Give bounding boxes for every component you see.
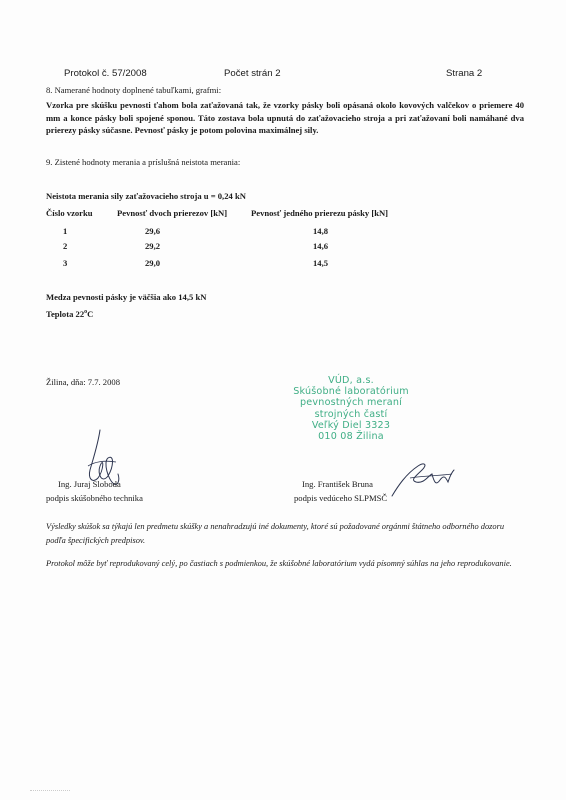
stamp-line: 010 08 Žilina <box>318 431 384 443</box>
uncertainty-line: Neistota merania sily zaťažovacieho stroja u = 0,24 kN <box>46 191 246 201</box>
stamp-line: Veľký Diel 3323 <box>311 419 391 431</box>
right-signer-role: podpis vedúceho SLPMSČ <box>294 493 388 503</box>
reproduction-note: Protokol môže byť reprodukovaný celý, po častiach s podmienkou, že skúšobné laboratórium vydá písomný súhlas na jeho reprodukovanie. <box>46 559 512 568</box>
table-cell-sample: 3 <box>63 258 68 268</box>
bottom-scan-mark <box>30 790 70 791</box>
place-date: Žilina, dňa: 7.7. 2008 <box>46 377 120 387</box>
left-signer-name: Ing. Juraj Sloboda <box>58 479 121 489</box>
table-header-two-sections: Pevnosť dvoch prierezov [kN] <box>117 208 228 218</box>
left-signer-role: podpis skúšobného technika <box>46 493 143 503</box>
right-signature-graphic <box>388 456 458 502</box>
table-header-sample: Číslo vzorku <box>46 208 93 218</box>
table-cell-two-sections: 29,2 <box>145 241 161 251</box>
results-disclaimer: Výsledky skúšok sa týkajú len predmetu skúšky a nenahradzujú iné dokumenty, ktoré sú požadované orgánmi štátneho odborného dozoru podľa špecifických predpisov. <box>46 522 505 545</box>
degree-sign: o <box>84 309 88 316</box>
stamp-line: strojných častí <box>314 408 388 420</box>
laboratory-stamp <box>266 375 436 442</box>
temperature-value: 22 <box>75 309 85 319</box>
page-count: Počet strán 2 <box>224 68 281 79</box>
section-8-paragraph: Vzorka pre skúšku pevnosti ťahom bola zaťažovaná tak, že vzorky pásky boli opásaná okolo kovových valčekov o priemere 40 mm a konce pásky boli spojené sponou. Táto zostava bola upnutá do zaťažovacieho stroja a pri zaťažovaní boli namáhané dva prierezy pásky súčasne. Pevnosť pásky je potom polovina maximálnej sily. <box>46 100 524 136</box>
stamp-line: pevnostných meraní <box>300 397 402 409</box>
section-8-heading: 8. Namerané hodnoty doplnené tabuľkami, grafmi: <box>46 85 222 95</box>
table-cell-one-section: 14,6 <box>313 241 329 251</box>
table-cell-sample: 1 <box>63 226 68 236</box>
temperature-line <box>46 309 93 319</box>
table-cell-one-section: 14,5 <box>313 258 329 268</box>
stamp-line: Skúšobné laboratórium <box>293 386 409 398</box>
page-number: Strana 2 <box>446 68 483 79</box>
table-header-one-section: Pevnosť jedného prierezu pásky [kN] <box>251 208 389 218</box>
temperature-label: Teplota <box>46 309 74 319</box>
section-9-heading: 9. Zistené hodnoty merania a príslušná neistota merania: <box>46 157 241 167</box>
protocol-number: Protokol č. 57/2008 <box>64 68 147 79</box>
table-cell-sample: 2 <box>63 241 68 251</box>
stamp-line: VÚD, a.s. <box>328 375 374 386</box>
temperature-unit: C <box>87 309 94 319</box>
table-cell-two-sections: 29,6 <box>145 226 161 236</box>
table-cell-two-sections: 29,0 <box>145 258 161 268</box>
strength-limit: Medza pevnosti pásky je väčšia ako 14,5 kN <box>46 292 207 302</box>
right-signer-name: Ing. František Bruna <box>302 479 373 489</box>
table-cell-one-section: 14,8 <box>313 226 329 236</box>
